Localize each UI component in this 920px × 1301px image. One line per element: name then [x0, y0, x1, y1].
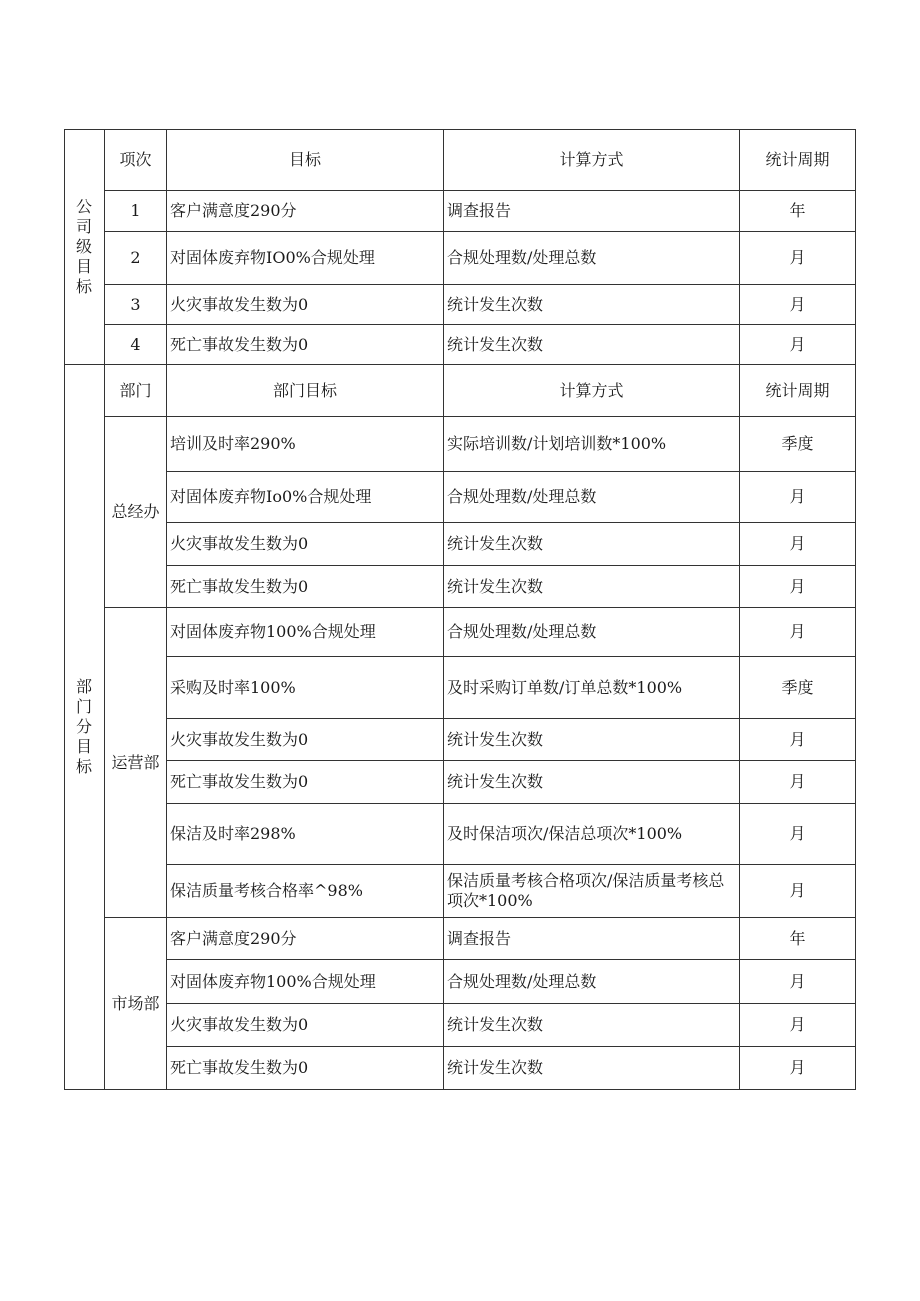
row-index: 1	[105, 191, 167, 232]
row-period: 季度	[740, 657, 856, 719]
row-method: 统计发生次数	[444, 1047, 740, 1090]
row-period: 季度	[740, 417, 856, 472]
row-period: 月	[740, 719, 856, 761]
row-goal: 火灾事故发生数为0	[167, 523, 444, 566]
table-row	[65, 865, 856, 918]
header-method: 计算方式	[444, 365, 740, 417]
header-period: 统计周期	[740, 130, 856, 191]
row-period: 年	[740, 191, 856, 232]
table-row	[65, 472, 856, 523]
row-method: 统计发生次数	[444, 566, 740, 608]
row-method: 合规处理数/处理总数	[444, 232, 740, 285]
row-goal: 死亡事故发生数为0	[167, 566, 444, 608]
table-row	[65, 761, 856, 804]
row-goal: 保洁及时率298%	[167, 804, 444, 865]
row-method: 统计发生次数	[444, 285, 740, 325]
table-row	[65, 232, 856, 285]
row-goal: 死亡事故发生数为0	[167, 325, 444, 365]
table-row	[65, 523, 856, 566]
row-method: 合规处理数/处理总数	[444, 960, 740, 1004]
header-index: 项次	[105, 130, 167, 191]
table-row	[65, 719, 856, 761]
header-goal: 目标	[167, 130, 444, 191]
department-section-label: 部门分目标	[65, 365, 105, 1090]
row-period: 月	[740, 285, 856, 325]
row-period: 月	[740, 1004, 856, 1047]
header-method: 计算方式	[444, 130, 740, 191]
row-goal: 火灾事故发生数为0	[167, 1004, 444, 1047]
table-row	[65, 191, 856, 232]
row-index: 4	[105, 325, 167, 365]
row-goal: 火灾事故发生数为0	[167, 719, 444, 761]
dept-name: 总经办	[105, 417, 167, 608]
row-method: 统计发生次数	[444, 523, 740, 566]
table-row	[65, 1004, 856, 1047]
row-period: 月	[740, 960, 856, 1004]
table-row	[65, 1047, 856, 1090]
row-goal: 火灾事故发生数为0	[167, 285, 444, 325]
row-method: 及时保洁项次/保洁总项次*100%	[444, 804, 740, 865]
row-method: 调查报告	[444, 918, 740, 960]
row-method: 统计发生次数	[444, 719, 740, 761]
row-index: 2	[105, 232, 167, 285]
row-method: 实际培训数/计划培训数*100%	[444, 417, 740, 472]
row-period: 月	[740, 566, 856, 608]
dept-name: 运营部	[105, 608, 167, 918]
row-goal: 保洁质量考核合格率^98%	[167, 865, 444, 918]
header-dept-goal: 部门目标	[167, 365, 444, 417]
table-row	[65, 804, 856, 865]
row-period: 月	[740, 523, 856, 566]
row-goal: 对固体废弃物100%合规处理	[167, 608, 444, 657]
table-row	[65, 918, 856, 960]
row-period: 月	[740, 232, 856, 285]
row-index: 3	[105, 285, 167, 325]
goals-table	[64, 129, 856, 1090]
row-goal: 采购及时率100%	[167, 657, 444, 719]
table-row	[65, 417, 856, 472]
row-method: 统计发生次数	[444, 325, 740, 365]
department-header-row	[65, 365, 856, 417]
row-period: 月	[740, 472, 856, 523]
row-period: 月	[740, 1047, 856, 1090]
header-dept: 部门	[105, 365, 167, 417]
row-method: 统计发生次数	[444, 1004, 740, 1047]
table-row	[65, 608, 856, 657]
row-period: 月	[740, 325, 856, 365]
company-section-label: 公司级目标	[65, 130, 105, 365]
table-row	[65, 285, 856, 325]
table-row	[65, 566, 856, 608]
row-method: 及时采购订单数/订单总数*100%	[444, 657, 740, 719]
row-goal: 对固体废弃物Io0%合规处理	[167, 472, 444, 523]
table-row	[65, 960, 856, 1004]
row-period: 月	[740, 865, 856, 918]
row-goal: 对固体废弃物IO0%合规处理	[167, 232, 444, 285]
row-method: 统计发生次数	[444, 761, 740, 804]
row-period: 月	[740, 761, 856, 804]
row-goal: 培训及时率290%	[167, 417, 444, 472]
row-goal: 客户满意度290分	[167, 191, 444, 232]
row-goal: 客户满意度290分	[167, 918, 444, 960]
row-method: 保洁质量考核合格项次/保洁质量考核总项次*100%	[444, 865, 740, 918]
row-period: 月	[740, 804, 856, 865]
header-period: 统计周期	[740, 365, 856, 417]
row-method: 合规处理数/处理总数	[444, 472, 740, 523]
row-period: 月	[740, 608, 856, 657]
dept-name: 市场部	[105, 918, 167, 1090]
row-period: 年	[740, 918, 856, 960]
row-goal: 对固体废弃物100%合规处理	[167, 960, 444, 1004]
row-goal: 死亡事故发生数为0	[167, 1047, 444, 1090]
row-method: 合规处理数/处理总数	[444, 608, 740, 657]
table-row	[65, 325, 856, 365]
row-goal: 死亡事故发生数为0	[167, 761, 444, 804]
company-header-row	[65, 130, 856, 191]
table-row	[65, 657, 856, 719]
row-method: 调查报告	[444, 191, 740, 232]
